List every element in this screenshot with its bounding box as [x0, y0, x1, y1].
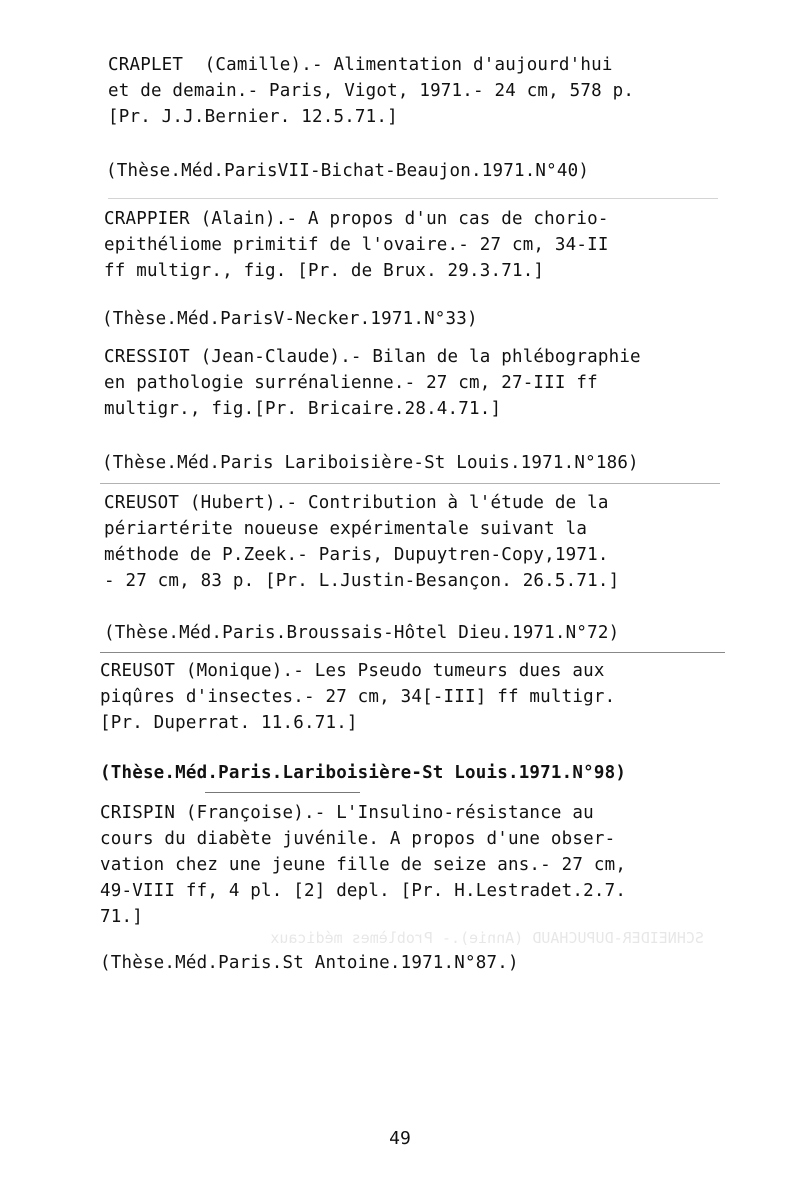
entry-line: CREUSOT (Hubert).- Contribution à l'étude de la	[104, 493, 609, 513]
entry-line: CRISPIN (Françoise).- L'Insulino-résistance au	[100, 803, 594, 823]
entry-line: et de demain.- Paris, Vigot, 1971.- 24 cm, 578 p.	[108, 81, 635, 101]
entry-line: CRAPLET (Camille).- Alimentation d'aujourd'hui	[108, 55, 613, 75]
entry-line: [Pr. J.J.Bernier. 12.5.71.]	[108, 107, 398, 127]
thesis-reference: (Thèse.Méd.ParisV-Necker.1971.N°33)	[102, 309, 478, 329]
entry-line: - 27 cm, 83 p. [Pr. L.Justin-Besançon. 26.5.71.]	[104, 571, 620, 591]
thesis-reference: (Thèse.Méd.Paris.Lariboisière-St Louis.1971.N°98)	[100, 763, 627, 783]
entry-line: ff multigr., fig. [Pr. de Brux. 29.3.71.]	[104, 261, 545, 281]
thesis-reference: (Thèse.Méd.ParisVII-Bichat-Beaujon.1971.N°40)	[106, 161, 590, 181]
bleed-line: SCHNEIDER-DUPUCHAUD (Annie).- Problèmes médicaux	[270, 929, 704, 947]
separator	[100, 483, 720, 484]
entry-line: CREUSOT (Monique).- Les Pseudo tumeurs dues aux	[100, 661, 605, 681]
bibliographic-entry	[104, 344, 724, 422]
bibliographic-entry	[100, 658, 720, 736]
entry-line: méthode de P.Zeek.- Paris, Dupuytren-Copy,1971.	[104, 545, 609, 565]
entry-line: CRESSIOT (Jean-Claude).- Bilan de la phlébographie	[104, 347, 641, 367]
page-number: 49	[389, 1128, 411, 1149]
thesis-reference: (Thèse.Méd.Paris.St Antoine.1971.N°87.)	[100, 953, 519, 973]
separator	[100, 652, 725, 653]
entry-line: [Pr. Duperrat. 11.6.71.]	[100, 713, 358, 733]
entry-line: multigr., fig.[Pr. Bricaire.28.4.71.]	[104, 399, 502, 419]
bibliographic-entry	[104, 490, 724, 594]
entry-line: CRAPPIER (Alain).- A propos d'un cas de chorio-	[104, 209, 609, 229]
bibliographic-entry	[100, 800, 720, 930]
entry-line: en pathologie surrénalienne.- 27 cm, 27-III ff	[104, 373, 598, 393]
separator	[205, 792, 360, 793]
entry-line: piqûres d'insectes.- 27 cm, 34[-III] ff multigr.	[100, 687, 616, 707]
thesis-reference: (Thèse.Méd.Paris.Broussais-Hôtel Dieu.1971.N°72)	[104, 623, 620, 643]
thesis-reference: (Thèse.Méd.Paris Lariboisière-St Louis.1971.N°186)	[102, 453, 639, 473]
entry-line: 71.]	[100, 907, 143, 927]
bibliographic-entry	[104, 206, 724, 284]
separator	[108, 198, 718, 199]
entry-line: périartérite noueuse expérimentale suivant la	[104, 519, 588, 539]
bibliographic-entry	[108, 52, 728, 130]
entry-line: 49-VIII ff, 4 pl. [2] depl. [Pr. H.Lestradet.2.7.	[100, 881, 627, 901]
entry-line: vation chez une jeune fille de seize ans.- 27 cm,	[100, 855, 627, 875]
entry-line: cours du diabète juvénile. A propos d'une obser-	[100, 829, 616, 849]
entry-line: epithéliome primitif de l'ovaire.- 27 cm, 34-II	[104, 235, 609, 255]
